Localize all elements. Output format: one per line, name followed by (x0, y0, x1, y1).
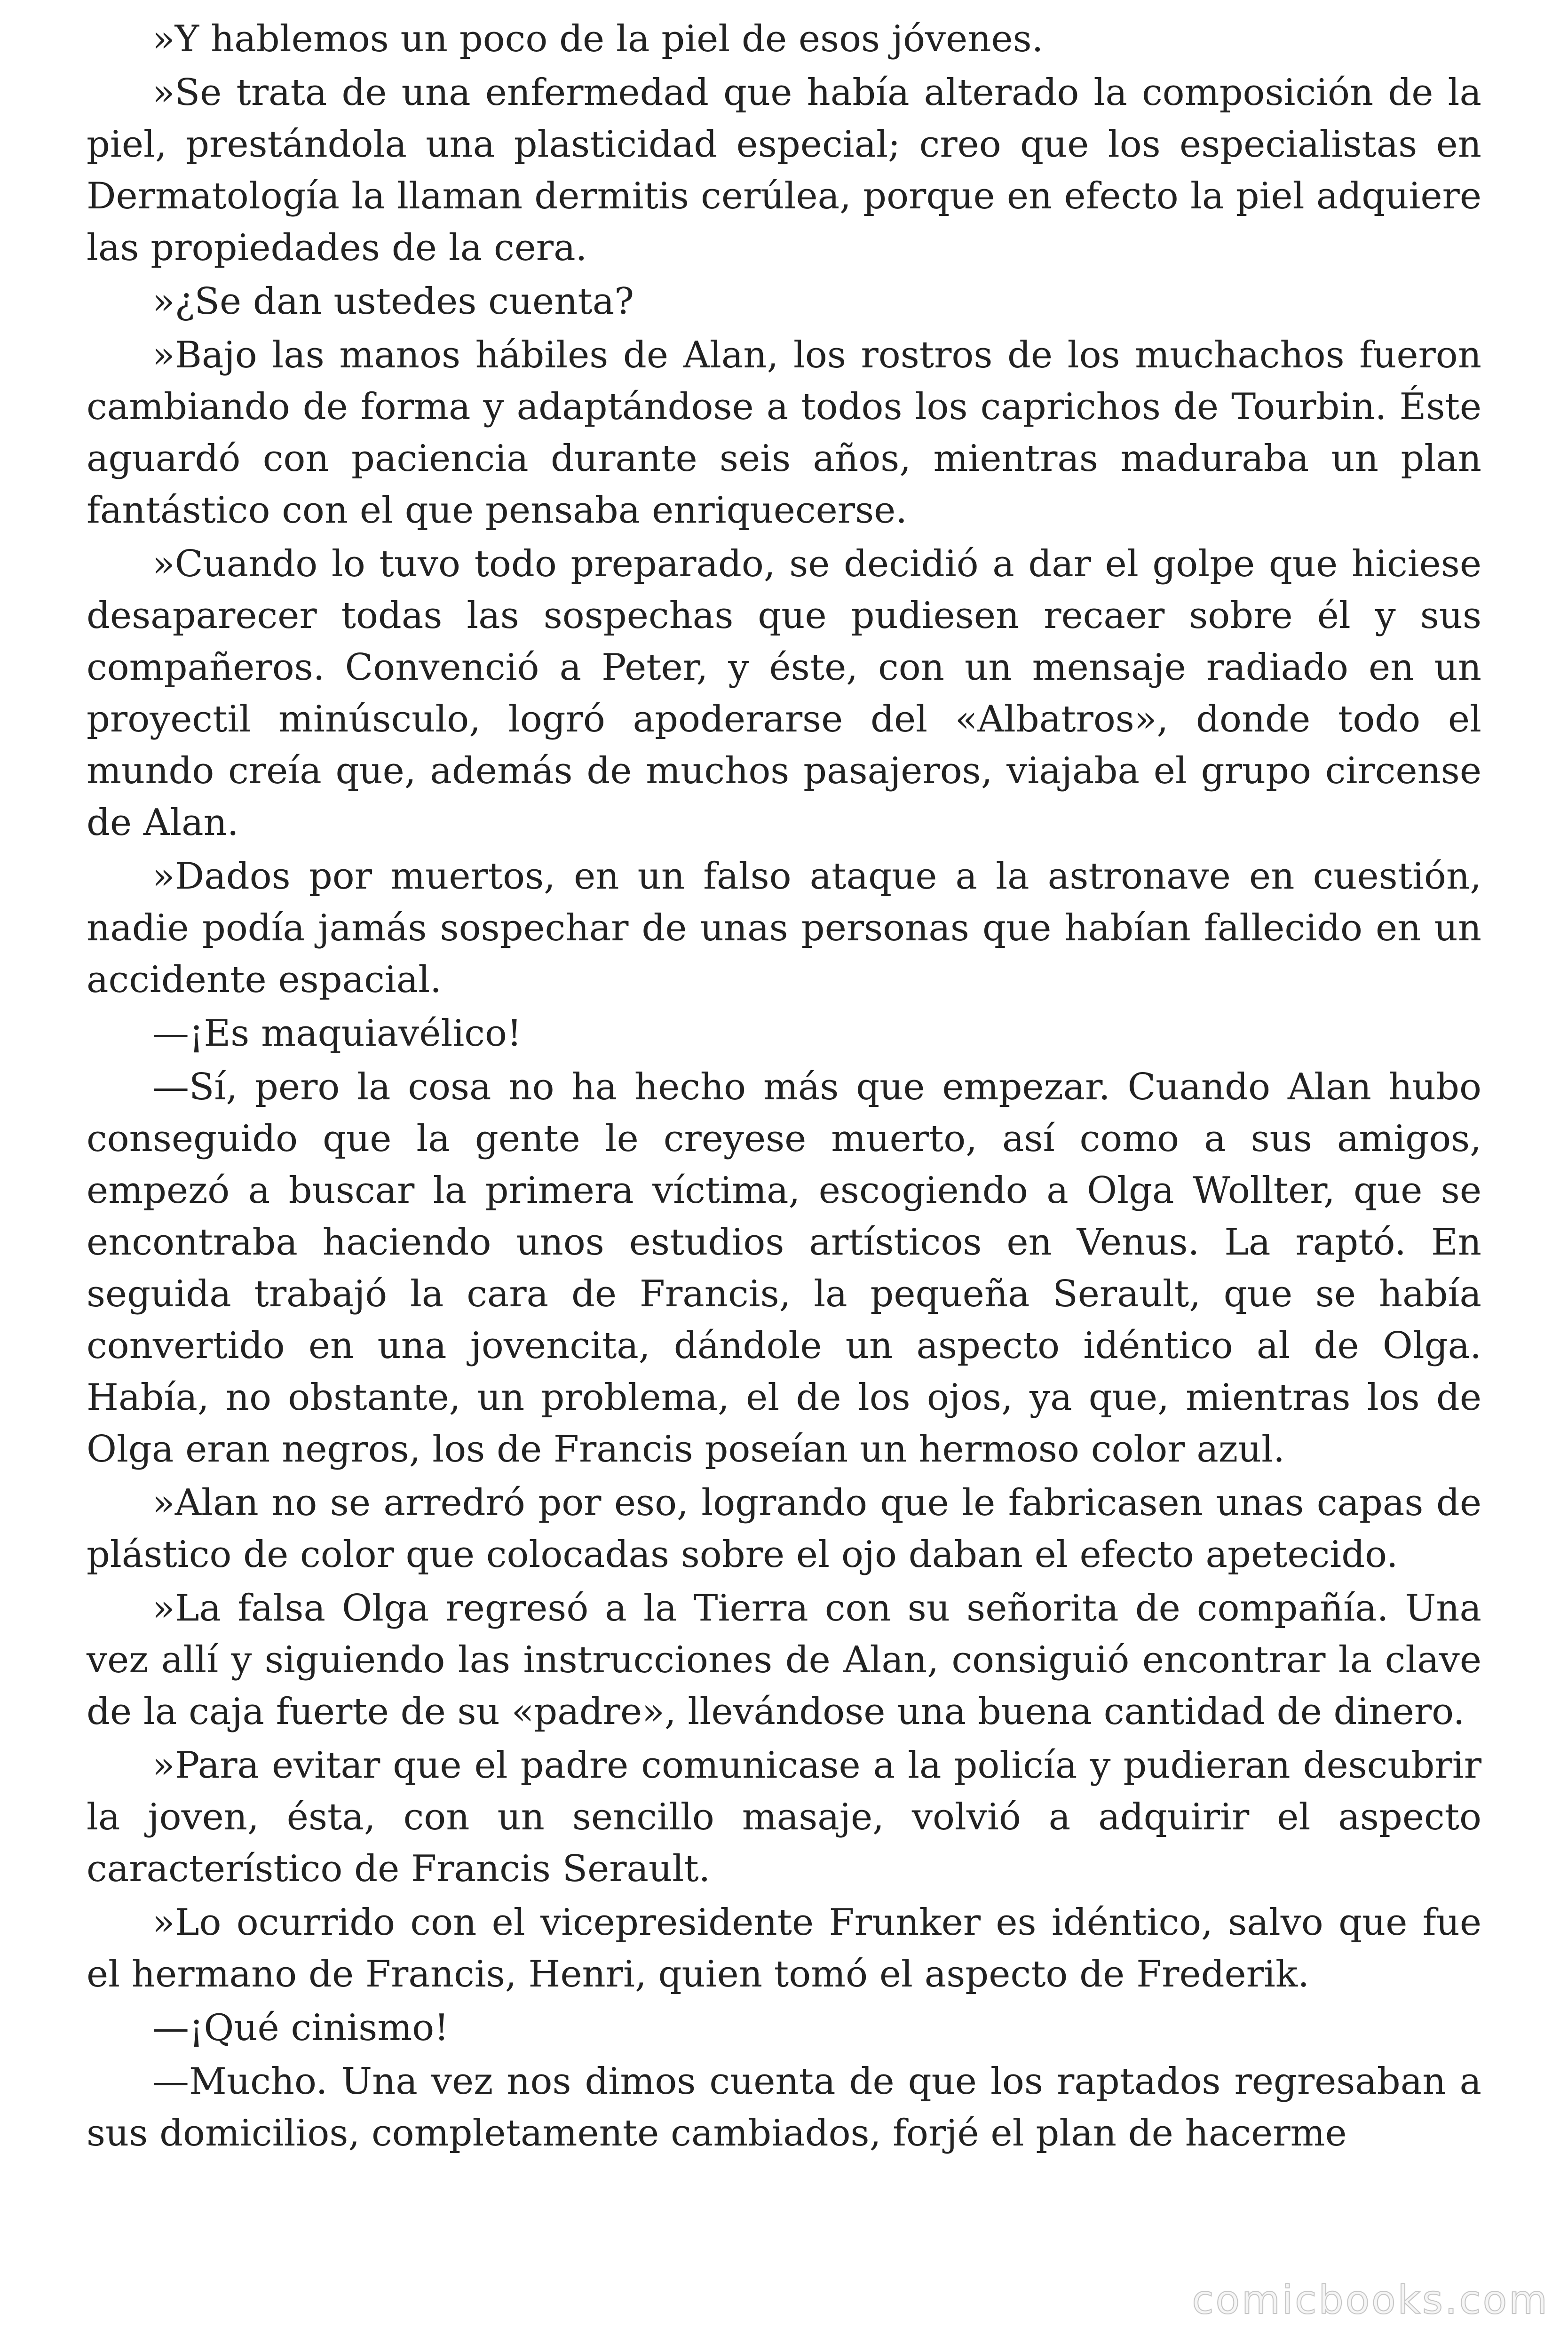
watermark-text: comicbooks.com (1192, 2277, 1549, 2323)
paragraph-11: »Para evitar que el padre comunicase a la policía y pudieran descubrir la joven, ésta, con un sencillo masaje, volvió a adquirir el aspecto característico de Francis Serault. (87, 1744, 1481, 1890)
paragraph-9: »Alan no se arredró por eso, logrando que le fabricasen unas capas de plástico de color que colocadas sobre el ojo daban el efecto apetecido. (87, 1482, 1481, 1576)
paragraph-3: »¿Se dan ustedes cuenta? (152, 280, 634, 323)
paragraph-10: »La falsa Olga regresó a la Tierra con su señorita de compañía. Una vez allí y siguiendo las instrucciones de Alan, consiguió encontrar la clave de la caja fuerte de su «padre», llevándose una buena cantidad de dinero. (87, 1587, 1481, 1733)
paragraph-13: —¡Qué cinismo! (152, 2007, 449, 2049)
paragraph-7: —¡Es maquiavélico! (152, 1012, 522, 1055)
paragraph-8: —Sí, pero la cosa no ha hecho más que empezar. Cuando Alan hubo conseguido que la gente le creyese muerto, así como a sus amigos, empezó a buscar la primera víctima, escogiendo a Olga Wollter, que se encontraba haciendo unos estudios artísticos en Venus. La raptó. En seguida trabajó la cara de Francis, la pequeña Serault, que se había convertido en una jovencita, dándole un aspecto idéntico al de Olga. Había, no obstante, un problema, el de los ojos, ya que, mientras los de Olga eran negros, los de Francis poseían un hermoso color azul. (87, 1066, 1481, 1470)
paragraph-2: »Se trata de una enfermedad que había alterado la composición de la piel, prestándola una plasticidad especial; creo que los especialistas en Dermatología la llaman dermitis cerúlea, porque en efecto la piel adquiere las propiedades de la cera. (87, 72, 1481, 269)
page-text (87, 13, 1481, 2161)
paragraph-12: »Lo ocurrido con el vicepresidente Frunker es idéntico, salvo que fue el hermano de Francis, Henri, quien tomó el aspecto de Frederik. (87, 1901, 1481, 1995)
paragraph-14: —Mucho. Una vez nos dimos cuenta de que los raptados regresaban a sus domicilios, completamente cambiados, forjé el plan de hacerme (87, 2060, 1481, 2154)
paragraph-5: »Cuando lo tuvo todo preparado, se decidió a dar el golpe que hiciese desaparecer todas las sospechas que pudiesen recaer sobre él y sus compañeros. Convenció a Peter, y éste, con un mensaje radiado en un proyectil minúsculo, logró apoderarse del «Albatros», donde todo el mundo creía que, además de muchos pasajeros, viajaba el grupo circense de Alan. (87, 543, 1481, 844)
paragraph-4: »Bajo las manos hábiles de Alan, los rostros de los muchachos fueron cambiando de forma y adaptándose a todos los caprichos de Tourbin. Éste aguardó con paciencia durante seis años, mientras maduraba un plan fantástico con el que pensaba enriquecerse. (87, 334, 1481, 532)
paragraph-6: »Dados por muertos, en un falso ataque a la astronave en cuestión, nadie podía jamás sospechar de unas personas que habían fallecido en un accidente espacial. (87, 855, 1481, 1001)
paragraph-1: »Y hablemos un poco de la piel de esos jóvenes. (152, 18, 1044, 60)
